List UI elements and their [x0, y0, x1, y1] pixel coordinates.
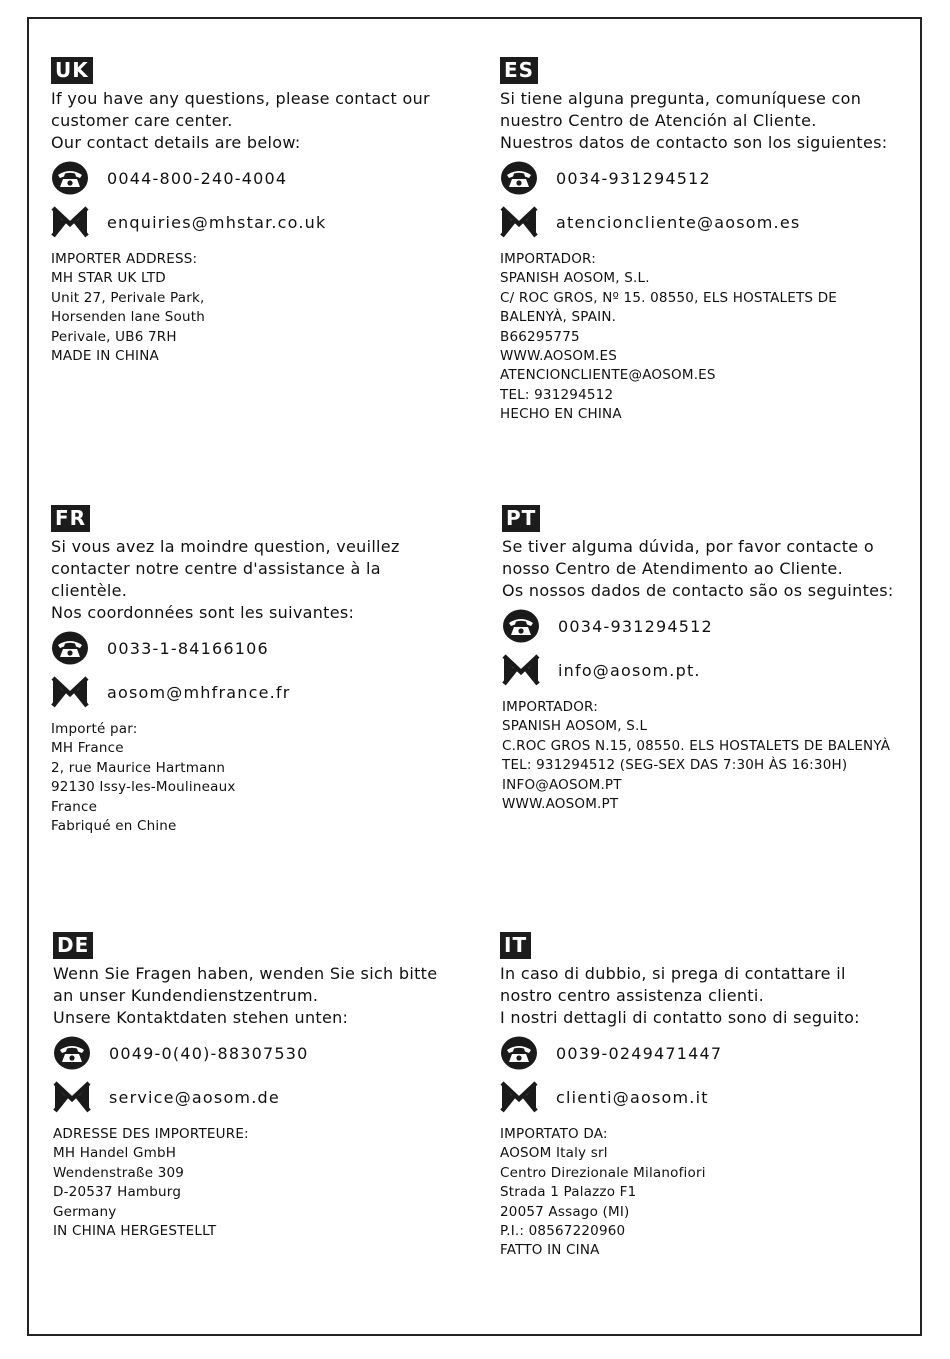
intro-line: nuestro Centro de Atención al Cliente.: [500, 111, 817, 130]
intro-text: [51, 536, 491, 624]
importer-address: [502, 698, 942, 814]
phone-row: [53, 1033, 493, 1073]
email-address[interactable]: enquiries@mhstar.co.uk: [107, 212, 327, 232]
intro-line: Si vous avez la moindre question, veuillez: [51, 537, 400, 556]
address-line: TEL: 931294512 (SEG-SEX DAS 7:30H ÀS 16:30H): [502, 757, 848, 774]
telephone-icon: [500, 161, 538, 195]
importer-address: [51, 720, 491, 836]
address-line: SPANISH AOSOM, S.L: [502, 718, 648, 735]
phone-number[interactable]: 0034-931294512: [556, 168, 711, 188]
telephone-icon: [53, 1036, 91, 1070]
address-line: WWW.AOSOM.ES: [500, 348, 618, 365]
email-address[interactable]: clienti@aosom.it: [556, 1087, 709, 1107]
telephone-icon: [500, 1036, 538, 1070]
address-line: IMPORTADOR:: [500, 251, 596, 267]
address-line: IN CHINA HERGESTELLT: [53, 1223, 217, 1240]
intro-text: [502, 536, 942, 602]
email-row: [53, 1077, 493, 1117]
phone-row: [51, 158, 491, 198]
envelope-icon: [502, 653, 540, 687]
phone-number[interactable]: 0039-0249471447: [556, 1043, 723, 1063]
email-address[interactable]: aosom@mhfrance.fr: [107, 682, 291, 702]
address-line: MADE IN CHINA: [51, 348, 159, 365]
address-line: Importé par:: [51, 721, 138, 737]
intro-line: I nostri dettagli di contatto sono di seguito:: [500, 1008, 860, 1027]
envelope-icon: [500, 1080, 538, 1114]
phone-row: [500, 1033, 940, 1073]
address-line: P.I.: 08567220960: [500, 1223, 626, 1240]
address-line: B66295775: [500, 328, 580, 345]
address-line: SPANISH AOSOM, S.L.: [500, 270, 650, 287]
phone-row: [500, 158, 940, 198]
address-line: IMPORTATO DA:: [500, 1126, 608, 1142]
intro-line: In caso di dubbio, si prega di contattare il: [500, 964, 846, 983]
address-line: Unit 27, Perivale Park,: [51, 289, 205, 306]
address-line: 2, rue Maurice Hartmann: [51, 759, 226, 776]
address-line: 20057 Assago (MI): [500, 1203, 630, 1220]
address-line: Centro Direzionale Milanofiori: [500, 1164, 706, 1181]
intro-line: Unsere Kontaktdaten stehen unten:: [53, 1008, 349, 1027]
phone-number[interactable]: 0034-931294512: [558, 616, 713, 636]
email-address[interactable]: service@aosom.de: [109, 1087, 280, 1107]
address-line: MH France: [51, 740, 124, 757]
intro-line: Nuestros datos de contacto son los siguientes:: [500, 133, 888, 152]
country-badge: PT: [502, 505, 540, 532]
intro-line: contacter notre centre d'assistance à la: [51, 559, 381, 578]
phone-number[interactable]: 0033-1-84166106: [107, 638, 269, 658]
email-row: [51, 672, 491, 712]
address-line: FATTO IN CINA: [500, 1242, 600, 1259]
section-uk: [51, 57, 491, 366]
phone-row: [502, 606, 942, 646]
address-line: IMPORTER ADDRESS:: [51, 251, 198, 267]
phone-number[interactable]: 0049-0(40)-88307530: [109, 1043, 309, 1063]
address-line: INFO@AOSOM.PT: [502, 776, 622, 793]
address-line: Perivale, UB6 7RH: [51, 328, 177, 345]
section-pt: [502, 505, 942, 814]
address-line: Horsenden lane South: [51, 309, 205, 326]
intro-line: customer care center.: [51, 111, 233, 130]
envelope-icon: [51, 675, 89, 709]
email-address[interactable]: atencioncliente@aosom.es: [556, 212, 801, 232]
country-badge: UK: [51, 57, 93, 84]
envelope-icon: [53, 1080, 91, 1114]
importer-address: [51, 250, 491, 366]
telephone-icon: [502, 609, 540, 643]
country-badge: ES: [500, 57, 538, 84]
address-line: Fabriqué en Chine: [51, 818, 177, 835]
phone-number[interactable]: 0044-800-240-4004: [107, 168, 288, 188]
telephone-icon: [51, 631, 89, 665]
address-line: Germany: [53, 1203, 117, 1220]
address-line: MH STAR UK LTD: [51, 270, 166, 287]
address-line: WWW.AOSOM.PT: [502, 796, 619, 813]
intro-line: Se tiver alguma dúvida, por favor contacte o: [502, 537, 874, 556]
intro-line: Os nossos dados de contacto são os seguintes:: [502, 581, 894, 600]
address-line: D-20537 Hamburg: [53, 1184, 182, 1201]
address-line: MH Handel GmbH: [53, 1145, 177, 1162]
email-address[interactable]: info@aosom.pt.: [558, 660, 701, 680]
section-it: [500, 932, 940, 1261]
intro-line: nostro centro assistenza clienti.: [500, 986, 764, 1005]
email-row: [51, 202, 491, 242]
intro-text: [53, 963, 493, 1029]
intro-text: [500, 963, 940, 1029]
country-badge: IT: [500, 932, 531, 959]
email-row: [500, 1077, 940, 1117]
importer-address: [53, 1125, 493, 1241]
address-line: C.ROC GROS N.15, 08550. ELS HOSTALETS DE BALENYÀ: [502, 737, 891, 754]
intro-line: Wenn Sie Fragen haben, wenden Sie sich bitte: [53, 964, 438, 983]
address-line: ATENCIONCLIENTE@AOSOM.ES: [500, 367, 716, 384]
intro-line: Nos coordonnées sont les suivantes:: [51, 603, 355, 622]
intro-line: If you have any questions, please contact our: [51, 89, 430, 108]
address-line: BALENYÀ, SPAIN.: [500, 309, 617, 326]
section-de: [53, 932, 493, 1241]
address-line: IMPORTADOR:: [502, 699, 598, 715]
intro-line: an unser Kundendienstzentrum.: [53, 986, 319, 1005]
importer-address: [500, 250, 940, 425]
address-line: ADRESSE DES IMPORTEURE:: [53, 1126, 249, 1142]
email-row: [500, 202, 940, 242]
intro-text: [500, 88, 940, 154]
address-line: 92130 Issy-les-Moulineaux: [51, 779, 236, 796]
importer-address: [500, 1125, 940, 1261]
country-badge: DE: [53, 932, 93, 959]
address-line: Wendenstraße 309: [53, 1164, 185, 1181]
envelope-icon: [500, 205, 538, 239]
section-es: [500, 57, 940, 425]
phone-row: [51, 628, 491, 668]
intro-text: [51, 88, 491, 154]
intro-line: Si tiene alguna pregunta, comuníquese con: [500, 89, 862, 108]
address-line: AOSOM Italy srl: [500, 1145, 608, 1162]
intro-line: clientèle.: [51, 581, 128, 600]
address-line: France: [51, 798, 98, 815]
telephone-icon: [51, 161, 89, 195]
intro-line: nosso Centro de Atendimento ao Cliente.: [502, 559, 843, 578]
section-fr: [51, 505, 491, 836]
envelope-icon: [51, 205, 89, 239]
country-badge: FR: [51, 505, 90, 532]
intro-line: Our contact details are below:: [51, 133, 301, 152]
address-line: C/ ROC GROS, Nº 15. 08550, ELS HOSTALETS DE: [500, 289, 838, 306]
address-line: TEL: 931294512: [500, 386, 614, 403]
email-row: [502, 650, 942, 690]
address-line: HECHO EN CHINA: [500, 406, 622, 423]
address-line: Strada 1 Palazzo F1: [500, 1184, 637, 1201]
